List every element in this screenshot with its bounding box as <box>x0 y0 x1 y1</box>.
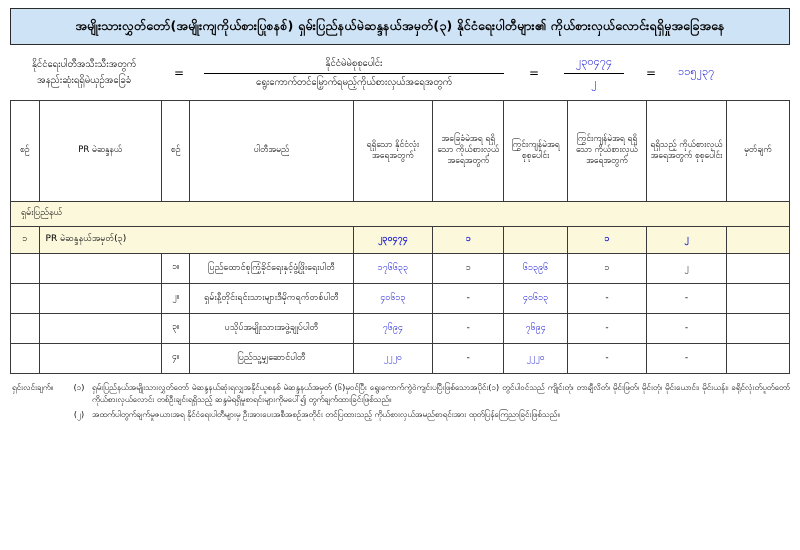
summary-row <box>11 226 790 253</box>
header-remainder-seats: ကြွင်းကျန်မဲအရ ရရှိသော ကိုယ်စားလှယ် အရေအတွက် <box>567 100 647 201</box>
header-sn-2: စဉ် <box>161 100 190 201</box>
header-party-name: ပါတီအမည် <box>190 100 353 201</box>
summary-base-seats: ၁ <box>433 226 504 253</box>
header-base-seats: အခြေခံမဲအရ ရရှိသော ကိုယ်စားလှယ် အရေအတွက် <box>433 100 504 201</box>
formula-block <box>10 55 790 92</box>
summary-label: PR မဲဆန္ဒနယ်အမှတ်(၃) <box>39 226 353 253</box>
header-remainder-total: ကြွင်းကျန်မဲအရ စုစုပေါင်း <box>504 100 567 201</box>
row-remainder-seats: - <box>567 343 647 373</box>
row-remark <box>726 253 789 283</box>
row-base-seats: - <box>433 343 504 373</box>
row-total-votes: ၄၀၆၁၃ <box>353 283 433 313</box>
row-party-name: ပသိုပ်အမျိုးသားအဖွဲ့ချုပ်ပါတီ <box>190 313 353 343</box>
formula-label-line2: အနည်းဆုံးရရှိမဲယှဉ်အခြေခံ <box>36 75 131 87</box>
row-remark <box>726 313 789 343</box>
row-spacer-constituency <box>39 253 161 283</box>
header-seats-total: ရရှိသည့် ကိုယ်စားလှယ် အရေအတွက် စုစုပေါင်း <box>647 100 727 201</box>
row-index: ၁။ <box>161 253 190 283</box>
row-remainder-total: ၆၁၃၉၆ <box>504 253 567 283</box>
header-remark: မှတ်ချက် <box>726 100 789 201</box>
header-total-votes: ရရှိသော နိုင်ငံလုံး အရေအတွက် <box>353 100 433 201</box>
formula-equals-1: = <box>173 66 185 81</box>
row-party-name: ပြည်သူ့မျှဆောင်ပါတီ <box>190 343 353 373</box>
header-sn: စဉ် <box>11 100 40 201</box>
table-row <box>11 313 790 343</box>
row-index: ၂။ <box>161 283 190 313</box>
row-index: ၃။ <box>161 313 190 343</box>
footnote-mark: (၁) <box>73 382 85 392</box>
row-remainder-seats: ၁ <box>567 253 647 283</box>
row-remainder-total: ၂၂၂၀ <box>504 343 567 373</box>
footnote-item <box>12 382 790 407</box>
footnote-text: ရှမ်းပြည်နယ်အမျိုးသားလွှတ်တော် မဲဆန္ဒနယ်ဆုံးရလျှအနိုင်ယူစနစ် မဲဆန္ဒနယ်အမှတ် (၆)မှဝင်ပြီး ရွေးကောက်ကွဲဝဲကျင်းပပြီးဖြစ်သောအပိုင်း(၁) တွင်ပါဝင်သည် ကျိုင်းတုံ၊ တာချီလိတ်၊ မိုင်းဖြတ်၊ မိုင်းတုံ၊ မိုင်းယောင်း၊ မိုင်းယန်း၊ ခရိုင်လုံးတ်ပူတ်တော်ကိုယ်စားလှယ်လောင်း တစ်ဦးချင်းရရှိသည့် ဆန္ဒမဲရရှိမှုစာရင်းများကိုမပေါ်၍ တွက်ချက်ထားခြင်းဖြစ်သည်။ <box>92 382 790 405</box>
row-spacer-sn <box>11 283 40 313</box>
summary-total-votes: ၂၃၀၄၇၄ <box>353 226 433 253</box>
footnote-text: အထက်ပါတွက်ချက်မှုဇယားအရ နိုင်ငံရေးပါတီများမှ ဦးအားပေးအစီအစဉ်အတိုင်း တင်ပြထားသည့် ကိုယ်စားလှယ်အမည်စာရင်းအား ထုတ်ပြန်ကြေညာခြင်းဖြစ်သည်။ <box>92 409 560 419</box>
formula-equals-2: = <box>528 66 540 81</box>
table-header-row <box>11 100 790 201</box>
row-spacer-constituency <box>39 283 161 313</box>
table-row <box>11 343 790 373</box>
summary-remainder-total <box>504 226 567 253</box>
footnotes-lead: ရှင်းလင်းချက်။ <box>12 382 54 392</box>
page-title: အမျိုးသားလွှတ်တော်(အမျိုးကျကိုယ်စားပြုစနစ်) ရှမ်းပြည်နယ်မဲဆန္ဒနယ်အမှတ်(၃) နိုင်ငံရေးပါတီများ၏ ကိုယ်စားလှယ်လောင်းရရှိမှုအခြေအနေ <box>10 8 790 45</box>
row-base-seats: ၁ <box>433 253 504 283</box>
summary-remainder-seats: ၁ <box>567 226 647 253</box>
row-remainder-seats: - <box>567 283 647 313</box>
footnotes-lead-spacer <box>12 409 66 421</box>
formula-label <box>14 57 154 89</box>
row-spacer-constituency <box>39 343 161 373</box>
row-seats-total: ၂ <box>647 253 727 283</box>
footnotes <box>10 382 790 421</box>
row-seats-total: - <box>647 343 727 373</box>
formula-denominator-1: ရွေးကောက်တင်မြှောက်ရမည့်ကိုယ်စားလှယ်အရေအတွက် <box>204 73 504 90</box>
row-index: ၄။ <box>161 343 190 373</box>
formula-label-line1: နိုင်ငံရေးပါတီအသီးသီးအတွက် <box>32 59 136 71</box>
row-party-name: ရှမ်းနီ့တိုင်းရင်းသားများဒီမိုကရက်တစ်ပါတီ <box>190 283 353 313</box>
row-total-votes: ၁၇၆၆၃၃ <box>353 253 433 283</box>
table-row <box>11 253 790 283</box>
row-spacer-constituency <box>39 313 161 343</box>
row-spacer-sn <box>11 253 40 283</box>
row-total-votes: ၂၂၂၀ <box>353 343 433 373</box>
footnote-mark: (၂) <box>73 409 85 419</box>
region-label: ရှမ်းပြည်နယ် <box>11 201 790 226</box>
row-remainder-seats: - <box>567 313 647 343</box>
summary-seats-total: ၂ <box>647 226 727 253</box>
formula-fraction-2 <box>564 55 624 92</box>
row-remark <box>726 343 789 373</box>
table-row <box>11 283 790 313</box>
row-remark <box>726 283 789 313</box>
row-base-seats: - <box>433 283 504 313</box>
footnote-item <box>12 409 790 421</box>
row-remainder-total: ၄၀၆၁၃ <box>504 283 567 313</box>
row-spacer-sn <box>11 343 40 373</box>
row-base-seats: - <box>433 313 504 343</box>
header-pr-constituency: PR မဲဆန္ဒနယ် <box>39 100 161 201</box>
row-party-name: ပြည်ထောင်စုကြံ့ခိုင်ရေးနှင့်ဖွံ့ဖြိုးရေးပါတီ <box>190 253 353 283</box>
row-total-votes: ၇၆၉၄ <box>353 313 433 343</box>
row-seats-total: - <box>647 313 727 343</box>
region-row <box>11 201 790 226</box>
formula-numerator-2: ၂၃၀၄၇၄ <box>575 54 613 68</box>
row-remainder-total: ၇၆၉၄ <box>504 313 567 343</box>
formula-result: ၁၁၅၂၃၇ <box>678 65 715 79</box>
formula-denominator-2: ၂ <box>564 73 624 92</box>
formula-fraction-1 <box>204 57 504 90</box>
formula-equals-3: = <box>645 66 657 81</box>
row-spacer-sn <box>11 313 40 343</box>
row-seats-total: - <box>647 283 727 313</box>
results-table <box>10 100 790 374</box>
formula-numerator-1: နိုင်ငံမဲမဲစုစုပေါင်း <box>325 57 383 69</box>
summary-remark <box>726 226 789 253</box>
summary-sn: ၁ <box>11 226 40 253</box>
